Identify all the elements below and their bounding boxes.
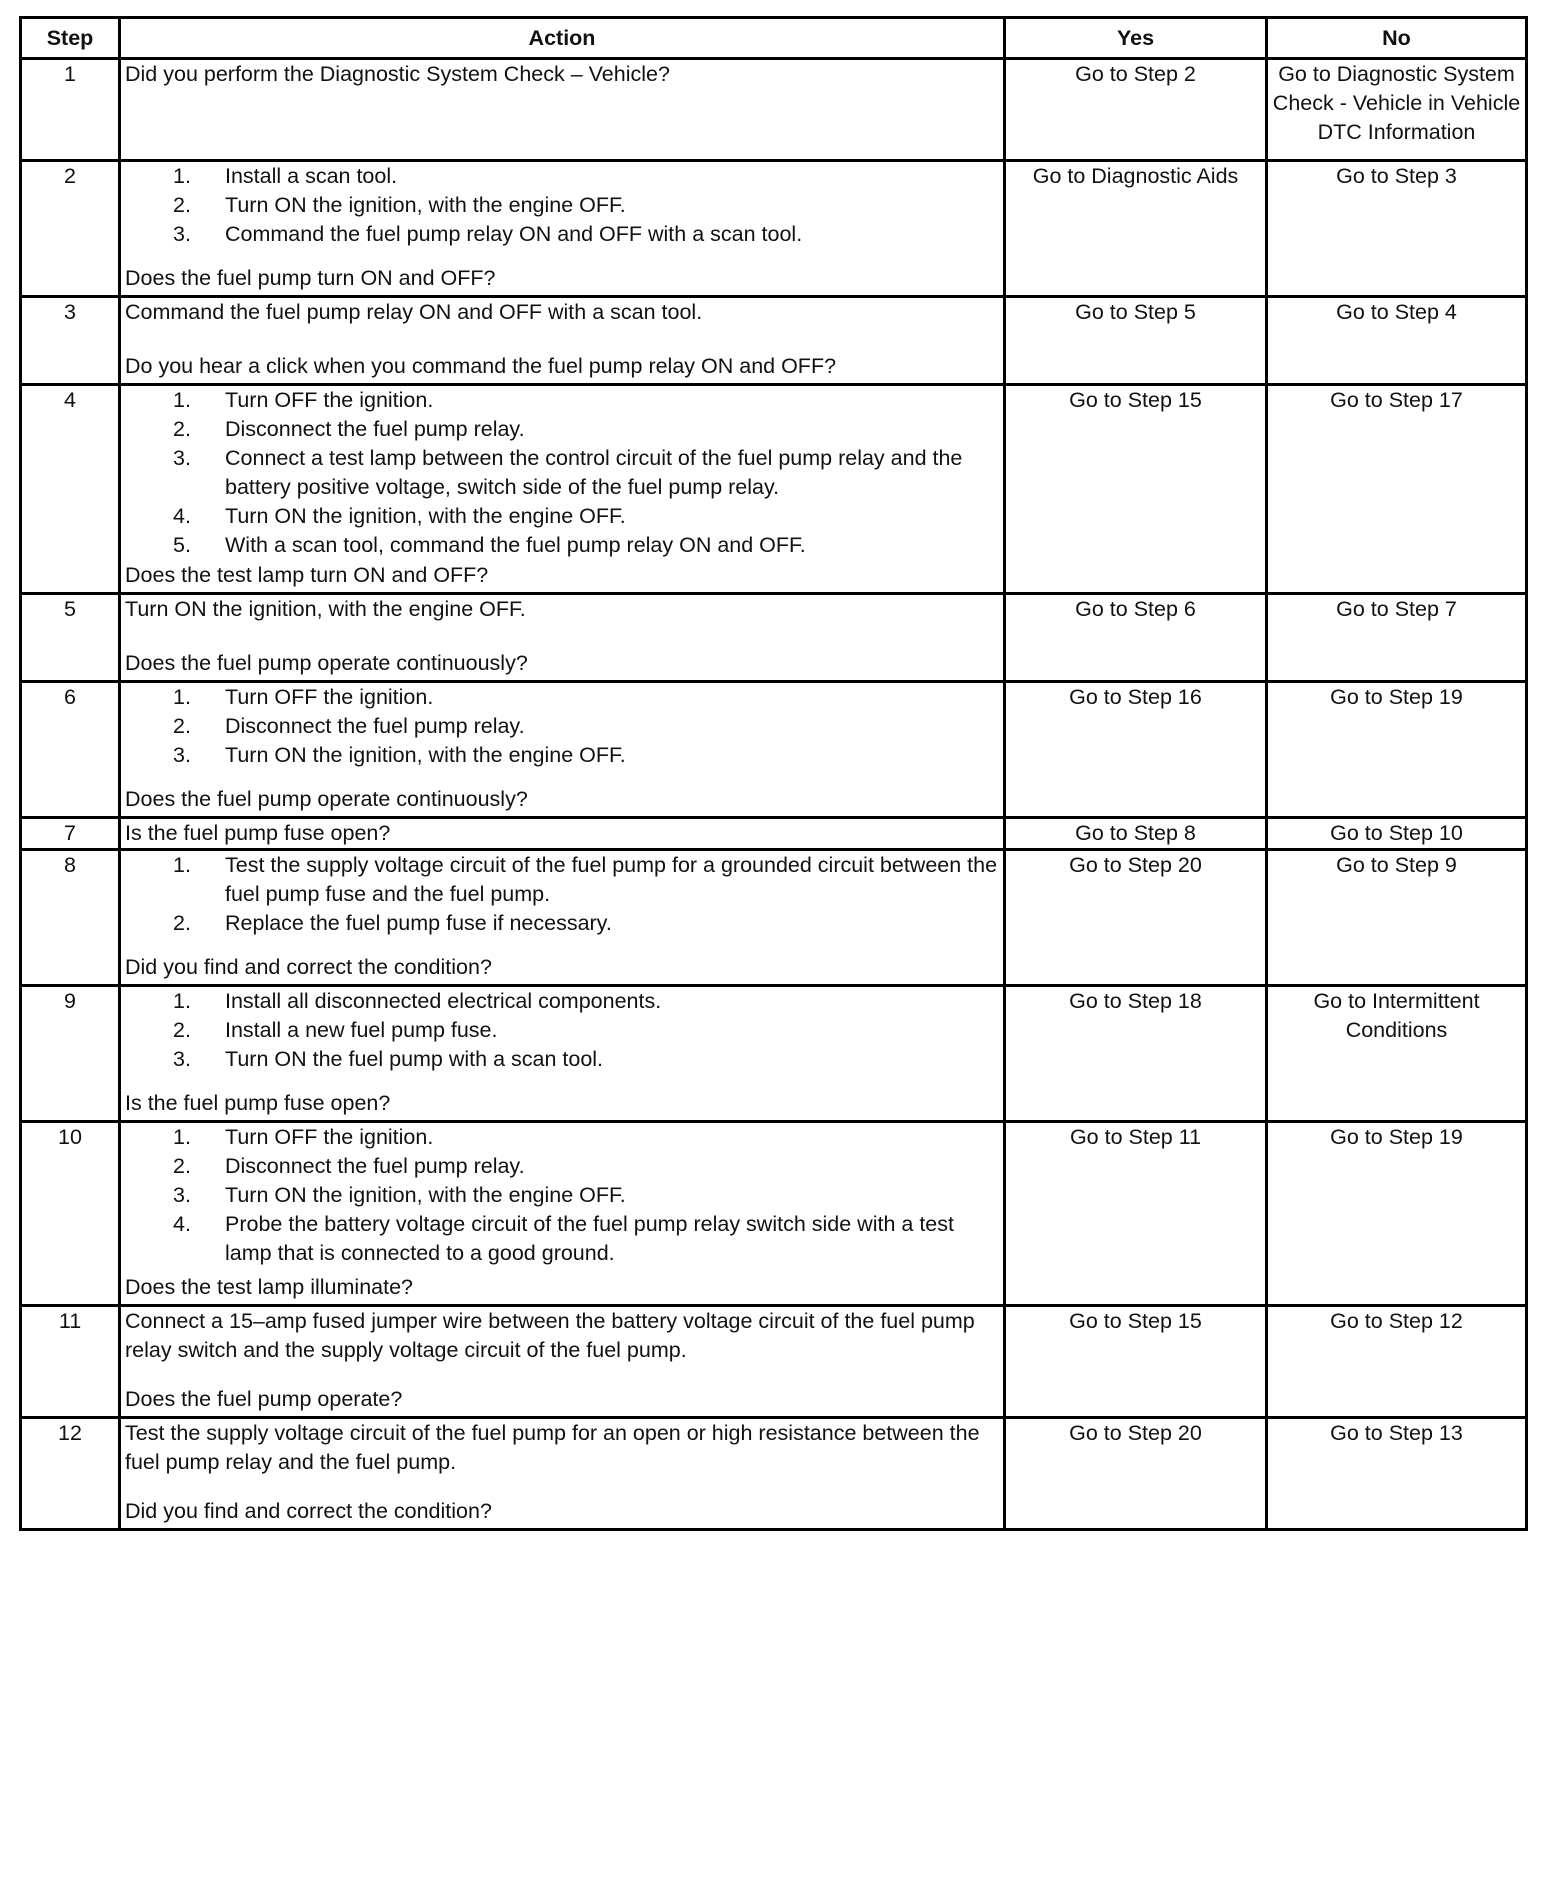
action-question: Does the fuel pump turn ON and OFF? xyxy=(125,266,496,290)
instruction-list xyxy=(125,1123,999,1268)
table-row xyxy=(21,1122,1527,1306)
instruction-list xyxy=(125,162,999,249)
header-yes: Yes xyxy=(1005,18,1267,59)
action-cell xyxy=(120,385,1005,594)
table-row xyxy=(21,1418,1527,1530)
table-row xyxy=(21,297,1527,385)
instruction-number: 3. xyxy=(173,1047,191,1071)
action-content xyxy=(125,595,999,680)
action-question: Did you find and correct the condition? xyxy=(125,955,492,979)
instruction-number: 4. xyxy=(173,504,191,528)
table-row xyxy=(21,682,1527,818)
action-question: Does the test lamp illuminate? xyxy=(125,1275,414,1299)
instruction-list xyxy=(125,851,999,938)
action-cell xyxy=(120,297,1005,385)
header-action: Action xyxy=(120,18,1005,59)
yes-result: Go to Diagnostic Aids xyxy=(1005,161,1267,297)
instruction-number: 3. xyxy=(173,1183,191,1207)
instruction-item xyxy=(125,162,999,191)
no-result: Go to Step 13 xyxy=(1267,1418,1527,1530)
instruction-number: 3. xyxy=(173,222,191,246)
no-result: Go to Diagnostic System Check - Vehicle in Vehicle DTC Information xyxy=(1267,59,1527,161)
instruction-text: Disconnect the fuel pump relay. xyxy=(225,714,525,738)
yes-result: Go to Step 15 xyxy=(1005,385,1267,594)
step-number: 7 xyxy=(21,818,120,850)
step-number: 12 xyxy=(21,1418,120,1530)
instruction-item xyxy=(125,1016,999,1045)
table-row xyxy=(21,850,1527,986)
step-number: 8 xyxy=(21,850,120,986)
table-row xyxy=(21,1306,1527,1418)
action-instruction: Connect a 15–amp fused jumper wire between the battery voltage circuit of the fuel pump relay switch and the supply voltage circuit of the fuel pump. xyxy=(125,1309,981,1362)
action-question: Do you hear a click when you command the fuel pump relay ON and OFF? xyxy=(125,354,837,378)
instruction-text: Command the fuel pump relay ON and OFF with a scan tool. xyxy=(225,222,803,246)
instruction-item xyxy=(125,987,999,1016)
instruction-text: With a scan tool, command the fuel pump relay ON and OFF. xyxy=(225,533,806,557)
step-number: 10 xyxy=(21,1122,120,1306)
table-row xyxy=(21,818,1527,850)
instruction-item xyxy=(125,531,999,560)
action-content xyxy=(125,1123,999,1304)
action-cell xyxy=(120,1122,1005,1306)
table-row xyxy=(21,59,1527,161)
no-result: Go to Step 4 xyxy=(1267,297,1527,385)
instruction-number: 1. xyxy=(173,853,191,877)
instruction-item xyxy=(125,741,999,770)
instruction-list xyxy=(125,987,999,1074)
instruction-number: 5. xyxy=(173,533,191,557)
action-cell xyxy=(120,682,1005,818)
instruction-number: 3. xyxy=(173,743,191,767)
instruction-number: 2. xyxy=(173,911,191,935)
action-cell xyxy=(120,594,1005,682)
action-cell xyxy=(120,850,1005,986)
action-cell xyxy=(120,818,1005,850)
action-content xyxy=(125,851,999,984)
step-number: 11 xyxy=(21,1306,120,1418)
action-question: Is the fuel pump fuse open? xyxy=(125,1091,391,1115)
instruction-item xyxy=(125,1045,999,1074)
yes-result: Go to Step 20 xyxy=(1005,850,1267,986)
step-number: 3 xyxy=(21,297,120,385)
action-content xyxy=(125,819,999,848)
action-question: Did you find and correct the condition? xyxy=(125,1499,492,1523)
instruction-number: 2. xyxy=(173,417,191,441)
no-result: Go to Step 12 xyxy=(1267,1306,1527,1418)
instruction-number: 4. xyxy=(173,1212,191,1236)
instruction-number: 3. xyxy=(173,446,191,470)
instruction-text: Connect a test lamp between the control circuit of the fuel pump relay and the battery positive voltage, switch side of the fuel pump relay. xyxy=(225,446,963,499)
instruction-text: Turn ON the ignition, with the engine OFF. xyxy=(225,743,626,767)
no-result: Go to Step 10 xyxy=(1267,818,1527,850)
instruction-number: 2. xyxy=(173,714,191,738)
instruction-text: Turn OFF the ignition. xyxy=(225,685,434,709)
instruction-number: 1. xyxy=(173,989,191,1013)
instruction-item xyxy=(125,683,999,712)
instruction-list xyxy=(125,386,999,560)
action-instruction: Is the fuel pump fuse open? xyxy=(125,821,391,845)
instruction-text: Turn ON the ignition, with the engine OFF. xyxy=(225,1183,626,1207)
instruction-text: Turn ON the ignition, with the engine OFF. xyxy=(225,193,626,217)
yes-result: Go to Step 6 xyxy=(1005,594,1267,682)
instruction-item xyxy=(125,502,999,531)
instruction-text: Disconnect the fuel pump relay. xyxy=(225,417,525,441)
instruction-text: Probe the battery voltage circuit of the fuel pump relay switch side with a test lamp that is connected to a good ground. xyxy=(225,1212,954,1265)
no-result: Go to Step 19 xyxy=(1267,682,1527,818)
action-content xyxy=(125,1307,999,1416)
instruction-text: Disconnect the fuel pump relay. xyxy=(225,1154,525,1178)
table-row xyxy=(21,594,1527,682)
yes-result: Go to Step 11 xyxy=(1005,1122,1267,1306)
action-content xyxy=(125,60,999,159)
table-row xyxy=(21,161,1527,297)
instruction-item xyxy=(125,1123,999,1152)
yes-result: Go to Step 2 xyxy=(1005,59,1267,161)
step-number: 5 xyxy=(21,594,120,682)
instruction-item xyxy=(125,851,999,909)
instruction-number: 1. xyxy=(173,1125,191,1149)
step-number: 6 xyxy=(21,682,120,818)
header-step: Step xyxy=(21,18,120,59)
diagnostic-table xyxy=(19,16,1528,1531)
instruction-item xyxy=(125,220,999,249)
action-cell xyxy=(120,986,1005,1122)
instruction-item xyxy=(125,909,999,938)
action-instruction: Test the supply voltage circuit of the fuel pump for an open or high resistance between the fuel pump relay and the fuel pump. xyxy=(125,1421,986,1474)
instruction-item xyxy=(125,191,999,220)
instruction-list xyxy=(125,683,999,770)
instruction-number: 2. xyxy=(173,1154,191,1178)
instruction-number: 1. xyxy=(173,388,191,412)
instruction-number: 1. xyxy=(173,164,191,188)
header-row xyxy=(21,18,1527,59)
step-number: 2 xyxy=(21,161,120,297)
instruction-item xyxy=(125,415,999,444)
instruction-number: 2. xyxy=(173,1018,191,1042)
instruction-number: 1. xyxy=(173,685,191,709)
header-no: No xyxy=(1267,18,1527,59)
action-content xyxy=(125,987,999,1120)
yes-result: Go to Step 8 xyxy=(1005,818,1267,850)
yes-result: Go to Step 16 xyxy=(1005,682,1267,818)
instruction-number: 2. xyxy=(173,193,191,217)
action-question: Does the test lamp turn ON and OFF? xyxy=(125,563,489,587)
instruction-text: Turn ON the fuel pump with a scan tool. xyxy=(225,1047,604,1071)
yes-result: Go to Step 20 xyxy=(1005,1418,1267,1530)
instruction-item xyxy=(125,712,999,741)
no-result: Go to Step 7 xyxy=(1267,594,1527,682)
yes-result: Go to Step 5 xyxy=(1005,297,1267,385)
step-number: 1 xyxy=(21,59,120,161)
action-instruction: Turn ON the ignition, with the engine OFF. xyxy=(125,597,526,621)
action-question: Does the fuel pump operate continuously? xyxy=(125,651,528,675)
instruction-item xyxy=(125,444,999,502)
instruction-text: Test the supply voltage circuit of the fuel pump for a grounded circuit between the fuel pump fuse and the fuel pump. xyxy=(225,853,998,906)
instruction-text: Install a new fuel pump fuse. xyxy=(225,1018,498,1042)
table-row xyxy=(21,385,1527,594)
no-result: Go to Intermittent Conditions xyxy=(1267,986,1527,1122)
yes-result: Go to Step 15 xyxy=(1005,1306,1267,1418)
action-question: Does the fuel pump operate continuously? xyxy=(125,787,528,811)
instruction-item xyxy=(125,1210,999,1268)
step-number: 9 xyxy=(21,986,120,1122)
instruction-text: Turn ON the ignition, with the engine OFF. xyxy=(225,504,626,528)
action-cell xyxy=(120,1418,1005,1530)
step-number: 4 xyxy=(21,385,120,594)
action-instruction: Command the fuel pump relay ON and OFF with a scan tool. xyxy=(125,300,703,324)
table-row xyxy=(21,986,1527,1122)
action-cell xyxy=(120,59,1005,161)
action-content xyxy=(125,683,999,816)
no-result: Go to Step 9 xyxy=(1267,850,1527,986)
diagnostic-table-sheet xyxy=(19,16,1528,1531)
instruction-item xyxy=(125,386,999,415)
action-cell xyxy=(120,161,1005,297)
instruction-item xyxy=(125,1181,999,1210)
table-body xyxy=(21,59,1527,1530)
instruction-text: Install all disconnected electrical components. xyxy=(225,989,662,1013)
action-question: Does the fuel pump operate? xyxy=(125,1387,403,1411)
action-content xyxy=(125,386,999,592)
instruction-item xyxy=(125,1152,999,1181)
no-result: Go to Step 3 xyxy=(1267,161,1527,297)
yes-result: Go to Step 18 xyxy=(1005,986,1267,1122)
action-content xyxy=(125,1419,999,1528)
action-instruction: Did you perform the Diagnostic System Check – Vehicle? xyxy=(125,62,670,86)
instruction-text: Install a scan tool. xyxy=(225,164,398,188)
instruction-text: Replace the fuel pump fuse if necessary. xyxy=(225,911,612,935)
no-result: Go to Step 19 xyxy=(1267,1122,1527,1306)
no-result: Go to Step 17 xyxy=(1267,385,1527,594)
instruction-text: Turn OFF the ignition. xyxy=(225,388,434,412)
action-cell xyxy=(120,1306,1005,1418)
instruction-text: Turn OFF the ignition. xyxy=(225,1125,434,1149)
action-content xyxy=(125,298,999,383)
action-content xyxy=(125,162,999,295)
